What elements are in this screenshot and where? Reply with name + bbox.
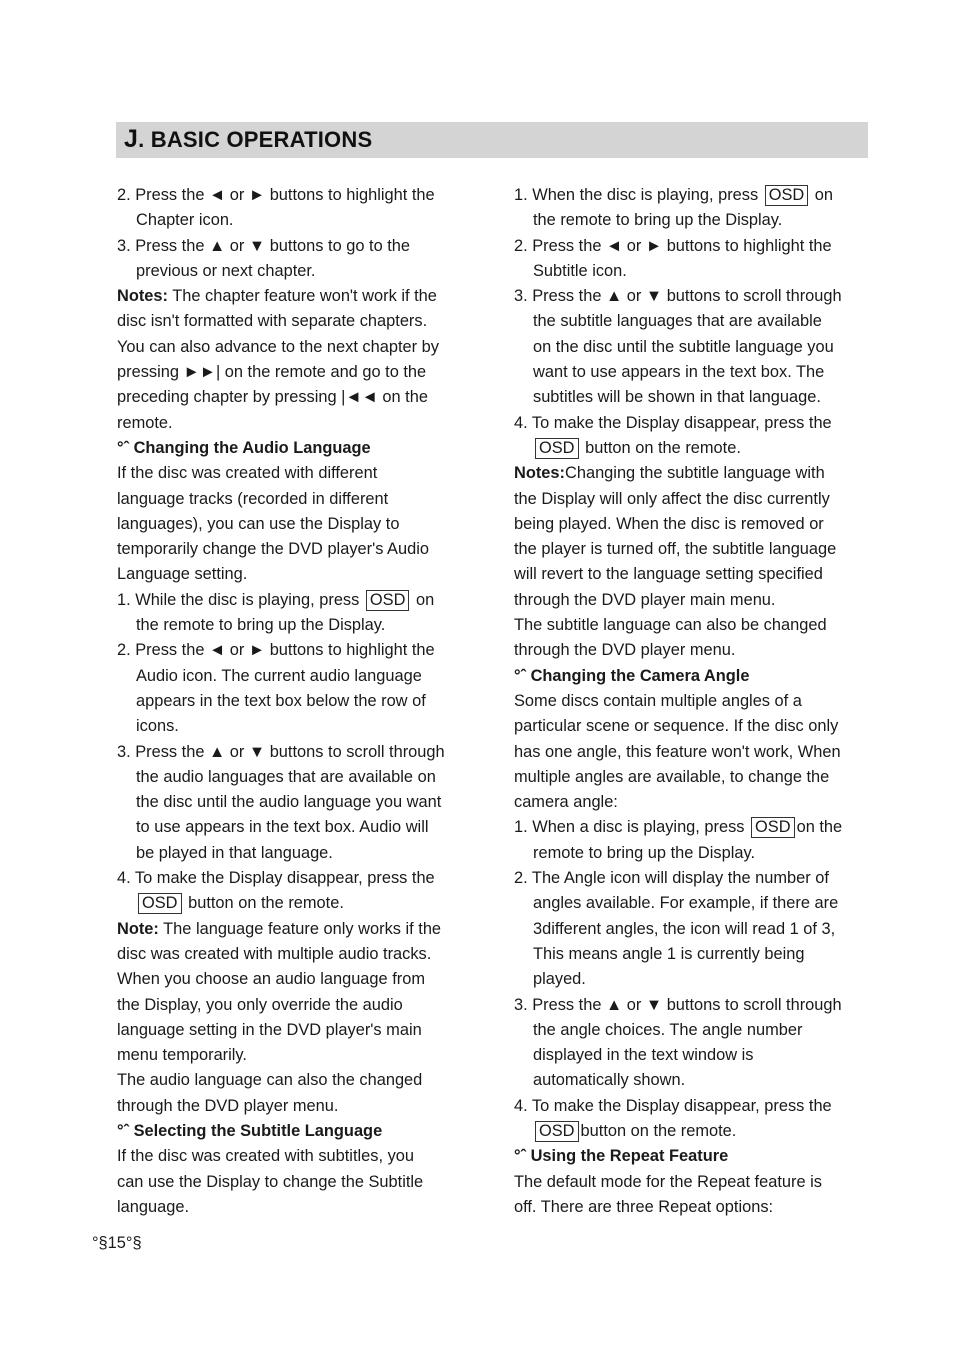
text-line: The default mode for the Repeat feature is [514, 1172, 822, 1191]
subsection-heading: °ˆ Changing the Audio Language [117, 438, 371, 457]
text-line: through the DVD player menu. [117, 1096, 339, 1115]
text-line: will revert to the language setting specified [514, 565, 823, 584]
text-line: 3. Press the ▲ or ▼ buttons to scroll through [514, 287, 842, 306]
osd-button-label: OSD [765, 185, 809, 206]
text-line: through the DVD player menu. [514, 641, 736, 660]
text-line: language. [117, 1197, 190, 1216]
text-line: 3. Press the ▲ or ▼ buttons to go to the [117, 236, 411, 255]
text-line: disc isn't formatted with separate chapters. [117, 312, 428, 331]
text-line: icons. [136, 717, 179, 736]
text-line: 4. To make the Display disappear, press the [117, 869, 435, 888]
text-line: subtitles will be shown in that language. [533, 388, 821, 407]
section-letter: J [124, 125, 139, 153]
text-line: Notes:Changing the subtitle language with [514, 464, 825, 483]
subsection-heading: °ˆ Changing the Camera Angle [514, 666, 750, 685]
text-line: the audio languages that are available on [136, 767, 436, 786]
text-line: particular scene or sequence. If the disc only [514, 717, 839, 736]
text-line: 1. While the disc is playing, press OSD on [117, 590, 435, 609]
text-line: Language setting. [117, 565, 248, 584]
text-line: 2. The Angle icon will display the number of [514, 869, 829, 888]
text-line: the disc until the audio language you want [136, 793, 442, 812]
text-line: You can also advance to the next chapter by [117, 337, 439, 356]
text-line: 2. Press the ◄ or ► buttons to highlight the [117, 186, 435, 204]
text-line: the remote to bring up the Display. [533, 211, 783, 230]
text-line: pressing ►►| on the remote and go to the [117, 363, 427, 382]
text-line: can use the Display to change the Subtitle [117, 1172, 424, 1191]
note-label: Notes: [514, 464, 565, 483]
text-line: through the DVD player main menu. [514, 590, 776, 609]
text-line: Subtitle icon. [533, 261, 627, 280]
right-text-column [514, 183, 870, 1220]
page-number: °§15°§ [92, 1234, 142, 1252]
text-line: preceding chapter by pressing |◄◄ on the [117, 388, 428, 407]
text-line: Notes: The chapter feature won't work if the [117, 287, 437, 306]
text-line: 1. When a disc is playing, press OSD on the [514, 818, 843, 837]
text-line: The audio language can also the changed [117, 1071, 423, 1090]
text-line: 2. Press the ◄ or ► buttons to highlight the [514, 236, 832, 255]
text-line: displayed in the text window is [533, 1046, 754, 1065]
note-label: Note: [117, 919, 159, 938]
text-line: 4. To make the Display disappear, press the [514, 413, 832, 432]
note-label: Notes: [117, 287, 168, 306]
text-line: Chapter icon. [136, 211, 234, 230]
text-line: on the disc until the subtitle language you [533, 337, 834, 356]
left-text-column [117, 183, 477, 1220]
text-line: to use appears in the text box. Audio will [136, 818, 429, 837]
text-line: When you choose an audio language from [117, 970, 425, 989]
text-line: Audio icon. The current audio language [136, 666, 422, 685]
text-line: language setting in the DVD player's main [117, 1020, 422, 1039]
text-line: menu temporarily. [117, 1046, 247, 1065]
text-line: played. [533, 970, 586, 989]
text-line: temporarily change the DVD player's Audio [117, 540, 429, 559]
section-title [124, 125, 372, 154]
text-line: 3. Press the ▲ or ▼ buttons to scroll through [514, 995, 842, 1014]
subsection-heading: °ˆ Using the Repeat Feature [514, 1147, 729, 1166]
osd-button-label: OSD [535, 1121, 579, 1142]
text-line: automatically shown. [533, 1071, 686, 1090]
text-line: be played in that language. [136, 843, 333, 862]
text-line: the player is turned off, the subtitle language [514, 540, 837, 559]
text-line: remote to bring up the Display. [533, 843, 755, 862]
text-line: camera angle: [514, 793, 618, 812]
text-line: 4. To make the Display disappear, press the [514, 1096, 832, 1115]
text-line: Note: The language feature only works if the [117, 919, 442, 938]
text-line: angles available. For example, if there are [533, 894, 839, 913]
text-line: 1. When the disc is playing, press OSD on [514, 186, 834, 204]
section-header-bar [116, 122, 868, 158]
text-line: being played. When the disc is removed or [514, 514, 824, 533]
text-line: want to use appears in the text box. The [533, 363, 825, 382]
text-line: language tracks (recorded in different [117, 489, 389, 508]
text-line: the angle choices. The angle number [533, 1020, 803, 1039]
text-line: If the disc was created with different [117, 464, 378, 483]
text-line: has one angle, this feature won't work, When [514, 742, 841, 761]
text-line: OSD button on the remote. [117, 891, 477, 916]
text-line: multiple angles are available, to change the [514, 767, 830, 786]
text-line: 2. Press the ◄ or ► buttons to highlight the [117, 641, 435, 660]
text-line: Some discs contain multiple angles of a [514, 691, 802, 710]
text-line: This means angle 1 is currently being [533, 944, 805, 963]
text-line: languages), you can use the Display to [117, 514, 400, 533]
osd-button-label: OSD [751, 817, 795, 838]
osd-button-label: OSD [535, 438, 579, 459]
text-line: the Display will only affect the disc currently [514, 489, 830, 508]
subsection-heading: °ˆ Selecting the Subtitle Language [117, 1121, 383, 1140]
text-line: off. There are three Repeat options: [514, 1197, 774, 1216]
text-line: OSD button on the remote. [514, 436, 870, 461]
osd-button-label: OSD [138, 893, 182, 914]
text-line: the Display, you only override the audio [117, 995, 403, 1014]
text-line: the remote to bring up the Display. [136, 616, 386, 635]
text-line: OSD button on the remote. [514, 1119, 870, 1144]
text-line: previous or next chapter. [136, 261, 316, 280]
text-line: disc was created with multiple audio tracks. [117, 944, 432, 963]
text-line: remote. [117, 413, 173, 432]
text-line: If the disc was created with subtitles, you [117, 1147, 414, 1166]
osd-button-label: OSD [366, 590, 410, 611]
text-line: the subtitle languages that are available [533, 312, 822, 331]
text-line: appears in the text box below the row of [136, 691, 426, 710]
text-line: The subtitle language can also be changed [514, 616, 827, 635]
text-line: 3different angles, the icon will read 1 of 3, [533, 919, 836, 938]
section-title-text: . BASIC OPERATIONS [138, 127, 373, 152]
text-line: 3. Press the ▲ or ▼ buttons to scroll through [117, 742, 445, 761]
